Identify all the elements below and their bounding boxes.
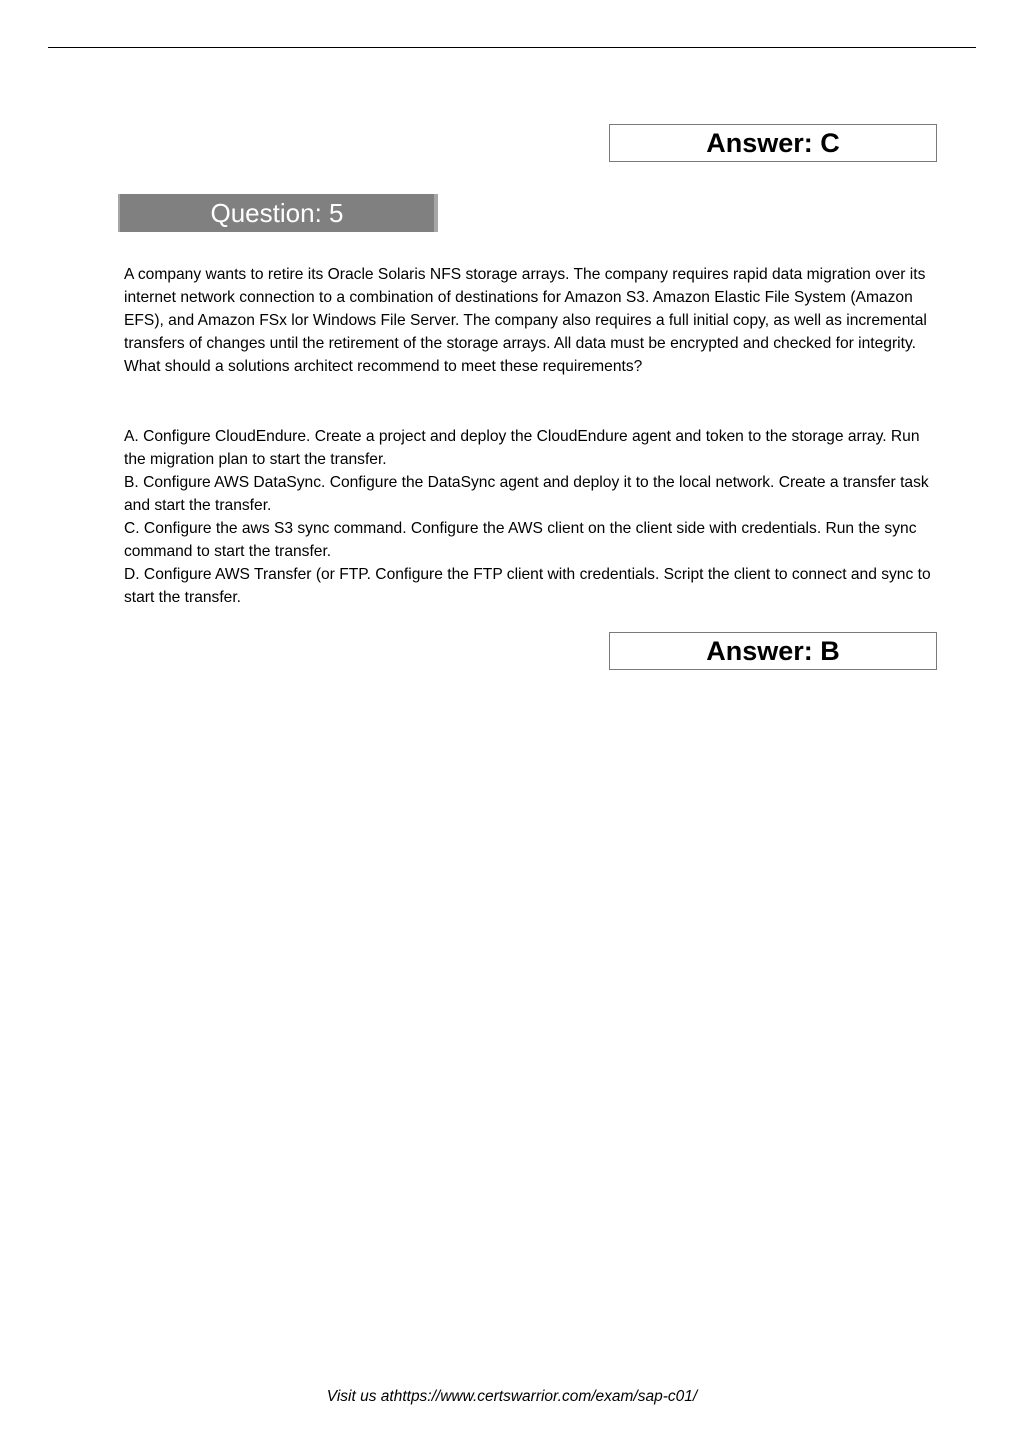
question-stem: A company wants to retire its Oracle Solaris NFS storage arrays. The company requires rapid data migration over its internet network connection to a combination of destinations for Amazon S3. Amazon Elastic File System (Amazon EFS), and Amazon FSx lor Windows File Server. The company also requires a full initial copy, as well as incremental transfers of changes until the retirement of the storage arrays. All data must be encrypted and checked for integrity. xyxy=(124,266,927,352)
answer-label: Answer: B xyxy=(706,635,840,666)
option-c: C. Configure the aws S3 sync command. Configure the AWS client on the client side with credentials. Run the sync command to start the transfer. xyxy=(124,520,917,560)
option-a: A. Configure CloudEndure. Create a project and deploy the CloudEndure agent and token to the storage array. Run the migration plan to start the transfer. xyxy=(124,428,920,468)
footer-link[interactable] xyxy=(0,1388,1024,1406)
option-b: B. Configure AWS DataSync. Configure the DataSync agent and deploy it to the local network. Create a transfer task and start the transfer. xyxy=(124,474,929,514)
question-banner xyxy=(118,194,438,232)
footer-text[interactable]: Visit us athttps://www.certswarrior.com/exam/sap-c01/ xyxy=(326,1388,698,1405)
answer-options xyxy=(124,425,934,609)
answer-box xyxy=(609,632,937,670)
previous-answer-label: Answer: C xyxy=(706,127,840,158)
question-stem-block xyxy=(124,263,934,378)
question-prompt: What should a solutions architect recommend to meet these requirements? xyxy=(124,358,643,375)
previous-answer-box xyxy=(609,124,937,162)
question-number: Question: 5 xyxy=(210,197,344,228)
option-d: D. Configure AWS Transfer (or FTP. Configure the FTP client with credentials. Script the client to connect and sync to start the transfer. xyxy=(124,566,931,606)
header-divider xyxy=(48,47,976,48)
